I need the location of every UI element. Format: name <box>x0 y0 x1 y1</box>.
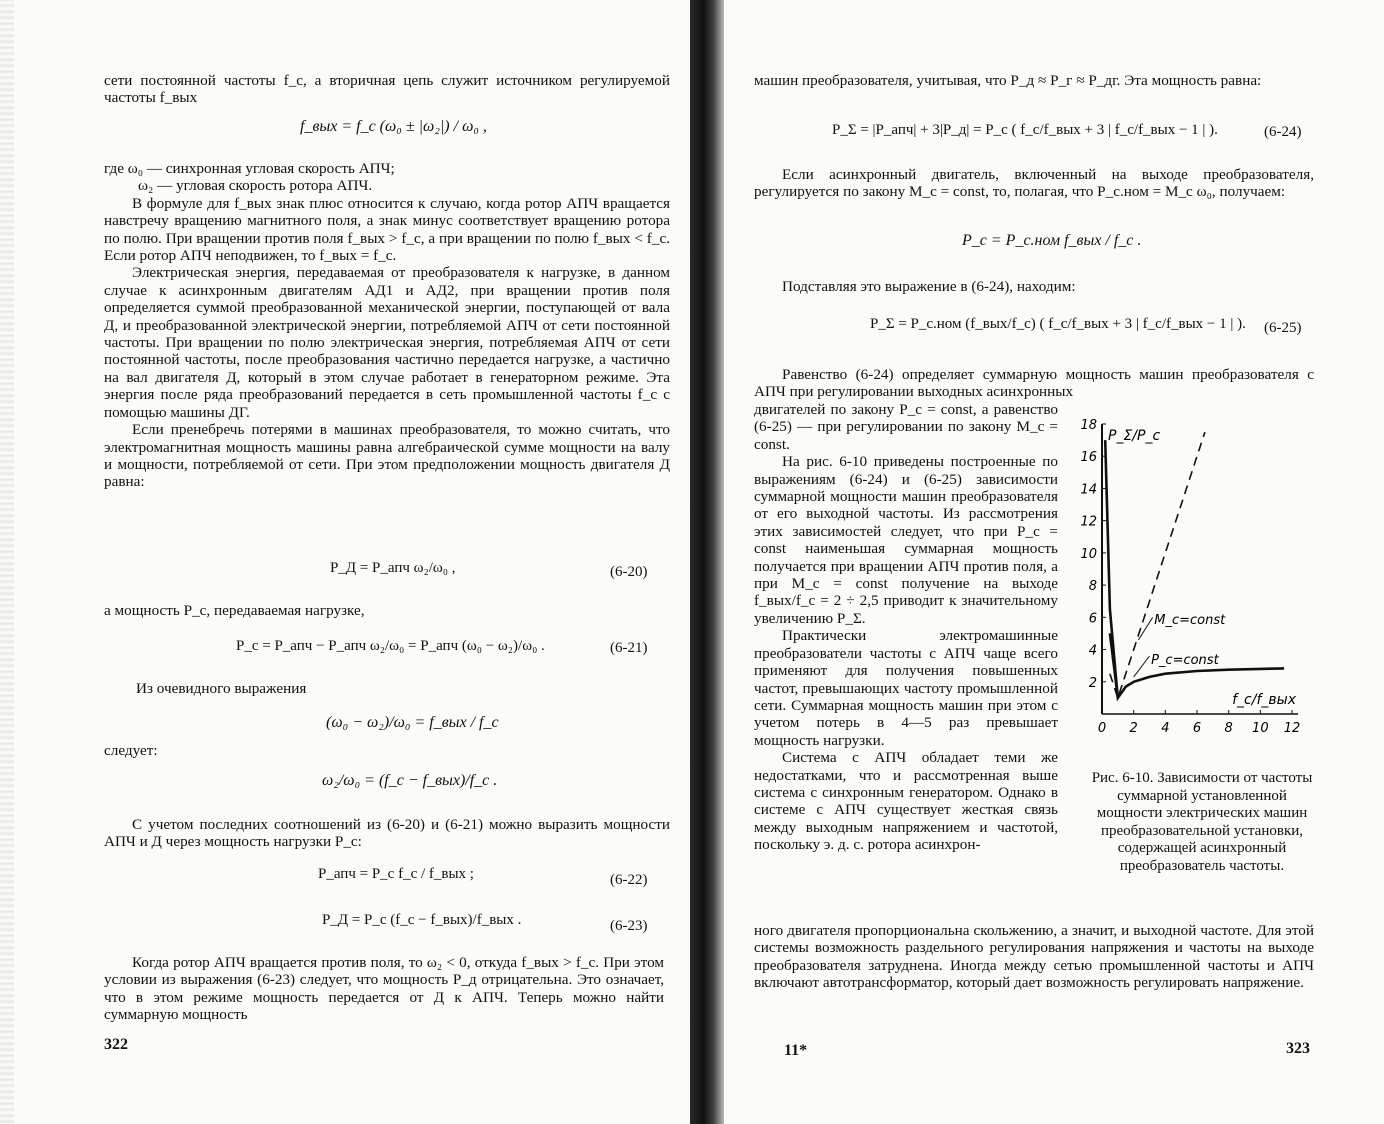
text-line: Подставляя это выражение в (6-24), находим: <box>782 278 1076 295</box>
paragraph-text: Практически электромашинные преобразователи частоты с АПЧ чаще всего применяют для получения повышенных частот, превышающих частоту промышленной сети. Суммарная мощность машин при этом с учетом потерь в 4—5 раз превышает мощность нагрузки. <box>754 627 1058 749</box>
paragraph <box>754 922 1314 992</box>
paragraph <box>104 72 670 107</box>
x-tick-label: 10 <box>1252 721 1269 736</box>
paragraph-text: С учетом последних соотношений из (6-20) и (6-21) можно выразить мощности АПЧ и Д через мощность нагрузки P_c: <box>104 816 670 851</box>
paragraph-text: ного двигателя пропорциональна скольжению, а значит, и выходной частоте. Для этой системы возможность раздельного регулирования напряжения и частоты на выходе преобразователя затруднена. Иногда между сетью промышленной частоты и АПЧ включают автотрансформатор, который дает возможность регулировать напряжение. <box>754 922 1314 992</box>
paragraph <box>754 278 1314 295</box>
x-tick-label: 2 <box>1129 721 1138 736</box>
page-number: 322 <box>104 1036 128 1053</box>
y-tick-label: 6 <box>1088 611 1097 627</box>
formula-ratio: (ω₀ − ω₂)/ω₀ = f_вых / f_c <box>326 714 499 731</box>
page-edge <box>0 0 14 1124</box>
x-tick-label: 0 <box>1097 721 1107 736</box>
text-line: Из очевидного выражения <box>136 680 307 697</box>
text-line: следует: <box>104 742 158 759</box>
paragraph-text: Система с АПЧ обладает теми же недостатками, что и рассмотренная выше система с синхронным генератором. Однако в системе с АПЧ существует жесткая связь между выходным напряжением и частотой, поскольку э. д. с. ротора асинхрон- <box>754 749 1058 854</box>
annotation-leader <box>1134 656 1150 677</box>
x-tick-label: 8 <box>1224 721 1233 736</box>
formula-ratio-2: ω₂/ω₀ = (f_c − f_вых)/f_c . <box>322 772 498 789</box>
paragraph-text: На рис. 6-10 приведены построенные по выражениям (6-24) и (6-25) зависимости суммарной мощности машин преобразователя от его выходной частоты. Из рассмотрения этих зависимостей следует, что при P_c = const наименьшая суммарная мощность получается при вращении АПЧ против поля, а при M_c = const получение на выходе f_вых/f_c = 2 ÷ 2,5 приводит к значительному увеличению P_Σ. <box>754 453 1058 627</box>
equation-6-25: P_Σ = P_c.ном (f_вых/f_c) ( f_c/f_вых + 3 | f_c/f_вых − 1 | ). <box>870 316 1246 332</box>
equation-number: (6-21) <box>610 640 648 656</box>
page-number: 323 <box>1286 1040 1310 1057</box>
paragraph-text: Если пренебречь потерями в машинах преобразователя, то можно считать, что электромагнитная мощность машины равна алгебраической сумме мощности на валу и мощности, потребляемой от сети. При этом предположении мощность двигателя Д равна: <box>104 421 670 491</box>
equation-number: (6-22) <box>610 872 648 888</box>
chart-fig-6-10 <box>1072 412 1322 762</box>
paragraph <box>754 72 1314 89</box>
text-line: а мощность P_c, передаваемая нагрузке, <box>104 602 365 619</box>
y-tick-label: 12 <box>1080 514 1097 530</box>
equation-6-22: P_апч = P_c f_c / f_вых ; <box>318 866 474 882</box>
formula-pc: P_c = P_c.ном f_вых / f_c . <box>962 232 1142 249</box>
paragraph-text: Если асинхронный двигатель, включенный на выходе преобразователя, регулируется по закону M_c = const, то, полагая, что P_c.ном = M_c ω₀, получаем: <box>754 166 1314 201</box>
equation-number: (6-24) <box>1264 124 1302 140</box>
paragraph <box>104 602 670 619</box>
annotation-label: P_c=const <box>1151 653 1219 669</box>
equation-number: (6-20) <box>610 564 648 580</box>
paragraph <box>104 160 670 491</box>
y-tick-label: 14 <box>1080 482 1097 498</box>
y-tick-label: 8 <box>1088 579 1097 595</box>
paragraph-text: Электрическая энергия, передаваемая от преобразователя к нагрузке, в данном случае к асинхронным двигателям АД1 и АД2, при вращении против поля определяется суммой преобразованной механической энергии, поступающей от вала Д, и преобразованной электрической энергии, потребляемой АПЧ от сети постоянной частоты. При вращении по полю электрическая энергия, потребляемая АПЧ от сети постоянной частоты, после преобразования частично передается нагрузке, а частично на вал двигателя Д, который в этом случае работает в генераторном режиме. Эта энергия после ряда преобразований передается в сеть промышленной частоты f_c с помощью машины ДГ. <box>104 264 670 421</box>
y-tick-label: 18 <box>1080 418 1097 433</box>
signature-mark: 11* <box>784 1042 808 1059</box>
paragraph <box>754 401 1058 854</box>
paragraph <box>104 954 664 1024</box>
y-tick-label: 16 <box>1080 450 1097 466</box>
x-tick-label: 6 <box>1192 721 1202 736</box>
y-tick-label: 2 <box>1088 675 1097 691</box>
right-page <box>692 0 1384 1124</box>
text-line: ω₂ — угловая скорость ротора АПЧ. <box>138 177 373 195</box>
paragraph <box>754 366 1314 401</box>
paragraph-text: В формуле для f_вых знак плюс относится к случаю, когда ротор АПЧ вращается навстречу вращению магнитного поля, а знак минус соответствует вращению ротора по полю. При вращении против поля f_вых > f_c, а при вращении по полю f_вых < f_c. Если ротор АПЧ неподвижен, то f_вых = f_c. <box>104 194 670 265</box>
y-tick-label: 10 <box>1080 546 1097 562</box>
text-line: сети постоянной частоты f_c, а вторичная цепь служит источником регулируемой частоты f_вых <box>104 72 670 107</box>
paragraph <box>754 166 1314 201</box>
annotation-label: M_c=const <box>1154 612 1226 628</box>
series-line <box>1105 440 1118 698</box>
formula-fvyh: f_вых = f_c (ω₀ ± |ω₂|) / ω₀ , <box>300 118 487 135</box>
equation-6-24: P_Σ = |P_апч| + 3|P_д| = P_c ( f_c/f_вых + 3 | f_c/f_вых − 1 | ). <box>832 122 1218 138</box>
equation-6-20: P_Д = P_апч ω₂/ω₀ , <box>330 560 456 576</box>
paragraph-text: двигателей по закону P_c = const, а равенство (6-25) — при регулировании по закону M_c = const. <box>754 401 1058 453</box>
equation-number: (6-23) <box>610 918 648 934</box>
equation-number: (6-25) <box>1264 320 1302 336</box>
x-tick-label: 12 <box>1283 721 1301 736</box>
paragraph <box>104 816 670 851</box>
equation-6-23: P_Д = P_c (f_c − f_вых)/f_вых . <box>322 912 522 928</box>
figure-caption: Рис. 6-10. Зависимости от частоты суммарной установленной мощности электрических машин преобразовательной установки, содержащей асинхронный преобразователь частоты. <box>1091 770 1313 874</box>
y-axis-label: P_Σ/P_c <box>1108 428 1161 444</box>
equation-6-21: P_c = P_апч − P_апч ω₂/ω₀ = P_апч (ω₀ − ω₂)/ω₀ . <box>236 638 545 654</box>
text-line: машин преобразователя, учитывая, что P_д ≈ P_г ≈ P_дг. Эта мощность равна: <box>754 72 1262 89</box>
paragraph <box>136 680 676 697</box>
x-tick-label: 4 <box>1161 721 1170 736</box>
paragraph <box>104 742 304 759</box>
paragraph-text: Равенство (6-24) определяет суммарную мощность машин преобразователя с АПЧ при регулировании выходных асинхронных <box>754 366 1314 401</box>
text-line: где ω₀ — синхронная угловая скорость АПЧ; <box>104 160 395 177</box>
x-axis-label: f_c/f_вых <box>1232 692 1296 708</box>
paragraph-text: Когда ротор АПЧ вращается против поля, то ω₂ < 0, откуда f_вых > f_c. При этом условии из выражения (6-23) следует, что мощность P_д отрицательна. Это означает, что в этом режиме мощность передается от Д к АПЧ. Теперь можно найти суммарную мощность <box>104 954 664 1024</box>
y-tick-label: 4 <box>1088 643 1097 659</box>
